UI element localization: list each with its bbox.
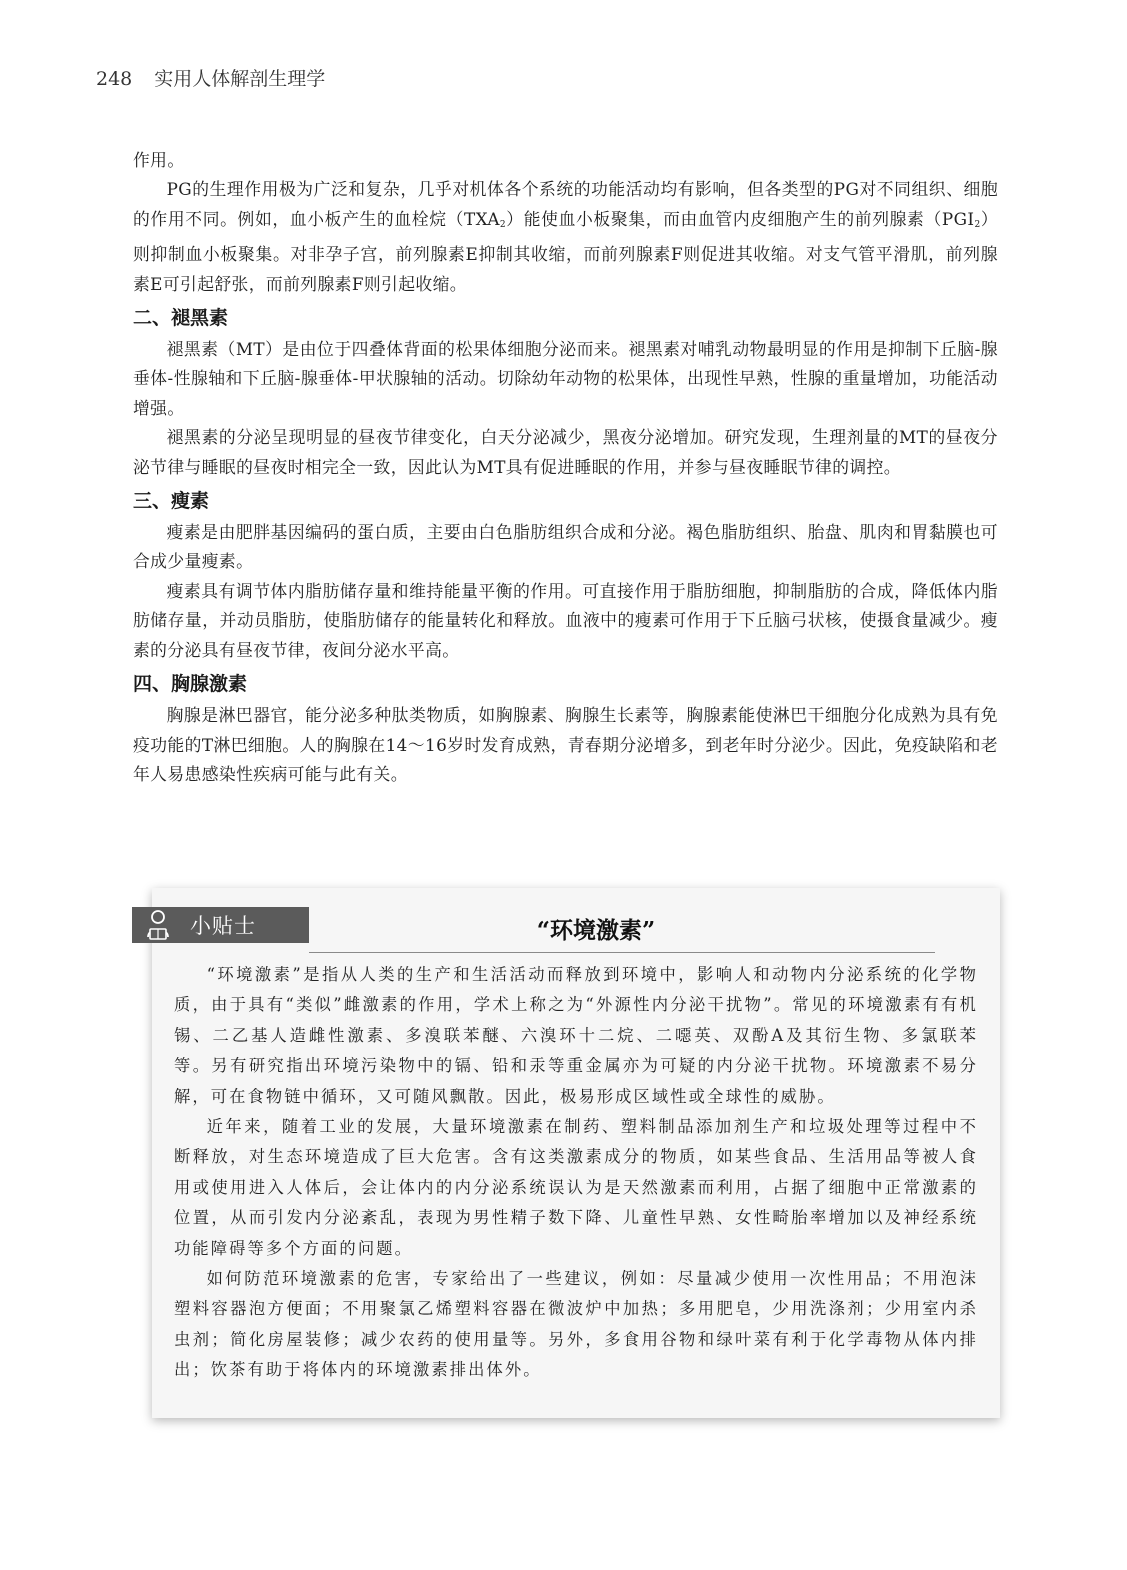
paragraph: 瘦素是由肥胖基因编码的蛋白质，主要由白色脂肪组织合成和分泌。褐色脂肪组织、胎盘、肌肉和胃黏膜也可合成少量瘦素。 — [133, 522, 998, 572]
tip-body — [174, 960, 978, 1386]
tip-paragraph: 近年来，随着工业的发展，大量环境激素在制药、塑料制品添加剂生产和垃圾处理等过程中不断释放，对生态环境造成了巨大危害。含有这类激素成分的物质，如某些食品、生活用品等被人食用或使用进入人体后，会让体内的内分泌系统误认为是天然激素而利用，占据了细胞中正常激素的位置，从而引发内分泌紊乱，表现为男性精子数下降、儿童性早熟、女性畸胎率增加以及神经系统功能障碍等多个方面的问题。 — [174, 1117, 978, 1258]
subscript-pgi2: 2 — [974, 219, 981, 230]
paragraph-pg — [133, 175, 998, 299]
pg-text-part1: PG的生理作用极为广泛和复杂，几乎对机体各个系统的功能活动均有影响，但各类型的PG对不同组织、细胞的作用不同。例如，血小板产生的血栓烷（TXA — [133, 179, 998, 229]
tip-paragraph: 如何防范环境激素的危害，专家给出了一些建议，例如：尽量减少使用一次性用品；不用泡沫塑料容器泡方便面；不用聚氯乙烯塑料容器在微波炉中加热；多用肥皂，少用洗涤剂；少用室内杀虫剂；简化房屋装修；减少农药的使用量等。另外，多食用谷物和绿叶菜有利于化学毒物从体内排出；饮茶有助于将体内的环境激素排出体外。 — [174, 1269, 978, 1380]
paragraph: 胸腺是淋巴器官，能分泌多种肽类物质，如胸腺素、胸腺生长素等，胸腺素能使淋巴干细胞分化成熟为具有免疫功能的T淋巴细胞。人的胸腺在14～16岁时发育成熟，青春期分泌增多，到老年时分泌少。因此，免疫缺陷和老年人易患感染性疾病可能与此有关。 — [133, 705, 998, 784]
tip-title-divider — [309, 952, 935, 953]
paragraph: 褪黑素的分泌呈现明显的昼夜节律变化，白天分泌减少，黑夜分泌增加。研究发现，生理剂量的MT的昼夜分泌节律与睡眠的昼夜时相完全一致，因此认为MT具有促进睡眠的作用，并参与昼夜睡眠节律的调控。 — [133, 427, 998, 477]
book-title: 实用人体解剖生理学 — [154, 68, 326, 90]
tip-title: “环境激素” — [536, 917, 656, 944]
paragraph: 瘦素具有调节体内脂肪储存量和维持能量平衡的作用。可直接作用于脂肪细胞，抑制脂肪的合成，降低体内脂肪储存量，并动员脂肪，使脂肪储存的能量转化和释放。血液中的瘦素可作用于下丘脑弓状核，使摄食量减少。瘦素的分泌具有昼夜节律，夜间分泌水平高。 — [133, 580, 998, 660]
paragraph: 褪黑素（MT）是由位于四叠体背面的松果体细胞分泌而来。褪黑素对哺乳动物最明显的作用是抑制下丘脑-腺垂体-性腺轴和下丘脑-腺垂体-甲状腺轴的活动。切除幼年动物的松果体，出现性早熟，性腺的重量增加，功能活动增强。 — [133, 339, 998, 418]
section-heading-leptin: 三、瘦素 — [133, 490, 210, 513]
subscript-txa2: 2 — [499, 219, 507, 230]
pg-text-part3: ）则抑制血小板聚集。对非孕子宫，前列腺素E抑制其收缩，而前列腺素F则促进其收缩。对支气管平滑肌，前列腺素E可引起舒张，而前列腺素F则引起收缩。 — [133, 208, 999, 294]
page-number: 248 — [96, 68, 133, 90]
page-body — [133, 146, 998, 789]
tip-label: 小贴士 — [190, 914, 256, 938]
section-heading-thymus: 四、胸腺激素 — [133, 673, 248, 696]
tip-box — [152, 888, 1000, 1418]
section-heading-melatonin: 二、褪黑素 — [133, 307, 229, 330]
paragraph-continuation: 作用。 — [133, 150, 185, 170]
running-header — [96, 64, 325, 91]
tip-paragraph: “环境激素”是指从人类的生产和生活活动而释放到环境中，影响人和动物内分泌系统的化学物质，由于具有“类似”雌激素的作用，学术上称之为“外源性内分泌干扰物”。常见的环境激素有有机锡、二乙基人造雌性激素、多溴联苯醚、六溴环十二烷、二噁英、双酚A及其衍生物、多氯联苯等。另有研究指出环境污染物中的镉、铅和汞等重金属亦为可疑的内分泌干扰物。环境激素不易分解，可在食物链中循环，又可随风飘散。因此，极易形成区域性或全球性的威胁。 — [174, 965, 978, 1106]
pg-text-part2: ）能使血小板聚集，而由血管内皮细胞产生的前列腺素（PGI — [506, 208, 975, 229]
